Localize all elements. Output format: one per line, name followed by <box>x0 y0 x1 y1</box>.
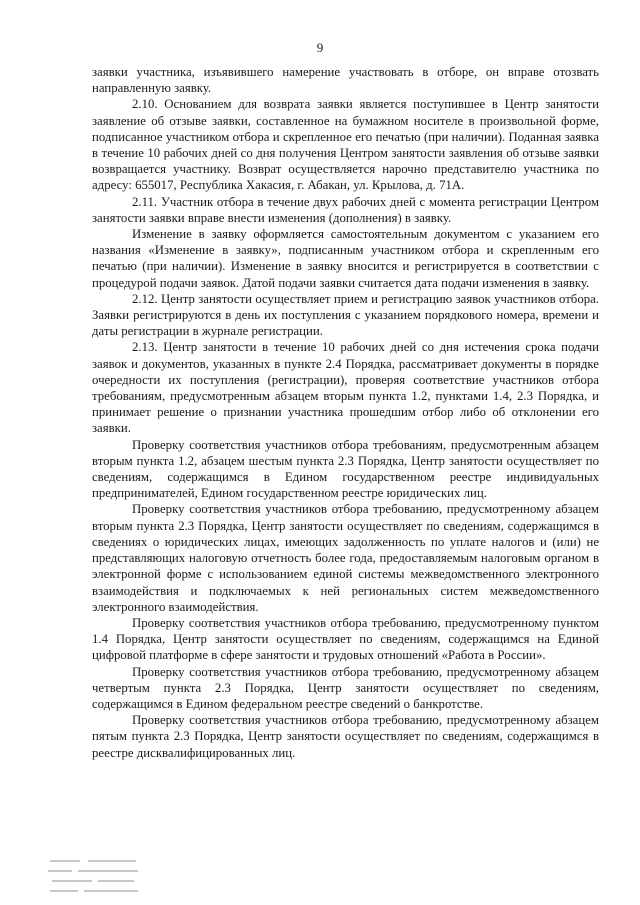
paragraph-continuation: заявки участника, изъявившего намерение участвовать в отборе, он вправе отозвать направленную заявку. <box>92 65 599 96</box>
paragraph-2-11: 2.11. Участник отбора в течение двух рабочих дней с момента регистрации Центром занятости заявки вправе внести изменения (дополнения) в заявку. <box>92 194 599 225</box>
paragraph-2-12: 2.12. Центр занятости осуществляет прием и регистрацию заявок участников отбора. Заявки регистрируются в день их поступления с указанием порядкового номера, времени и даты регистрации в журнале регистрации. <box>92 291 599 339</box>
paragraph-check-egrip: Проверку соответствия участников отбора требованиям, предусмотренным абзацем вторым пункта 1.2, абзацем шестым пункта 2.3 Порядка, Центр занятости осуществляет по сведениям, содержащимся в Едином государственном реестре индивидуальных предпринимателей, Едином государственном реестре юридических лиц. <box>92 437 599 501</box>
paragraph-amendment: Изменение в заявку оформляется самостоятельным документом с указанием его названия «Изменение в заявку», подписанным участником отбора и скрепленным его печатью (при наличии). Изменение в заявку вносится и регистрируется в соответствии с процедурой подачи заявок. Датой подачи заявки считается дата подачи изменения в заявку. <box>92 227 599 290</box>
paragraph-check-bankruptcy: Проверку соответствия участников отбора требованию, предусмотренному абзацем четвертым пункта 2.3 Порядка, Центр занятости осуществляет по сведениям, содержащимся в Едином федеральном реестре сведений о банкротстве. <box>92 664 599 711</box>
paragraph-check-disqualified: Проверку соответствия участников отбора требованию, предусмотренному абзацем пятым пункта 2.3 Порядка, Центр занятости осуществляет по сведениям, содержащимся в реестре дисквалифицированных лиц. <box>92 713 599 760</box>
page-number: 9 <box>316 40 324 55</box>
faint-stamp-mark <box>48 856 142 900</box>
document-body <box>92 64 599 761</box>
paragraph-2-10: 2.10. Основанием для возврата заявки является поступившее в Центр занятости заявление об отзыве заявки, составленное на бумажном носителе в произвольной форме, подписанное участником отбора и скрепленное его печатью (при наличии). Поданная заявка в течение 10 рабочих дней со дня получения Центром занятости заявления об отзыве заявки возвращается участнику. Возврат осуществляется нарочно представителю участника по адресу: 655017, Республика Хакасия, г. Абакан, ул. Крылова, д. 71А. <box>92 97 599 193</box>
paragraph-check-rabota: Проверку соответствия участников отбора требованию, предусмотренному пунктом 1.4 Порядка, Центр занятости осуществляет по сведениям, содержащимся на Единой цифровой платформе в сфере занятости и трудовых отношений «Работа в России». <box>92 615 599 663</box>
paragraph-check-tax: Проверку соответствия участников отбора требованию, предусмотренному абзацем вторым пункта 2.3 Порядка, Центр занятости осуществляет по сведениям, содержащимся в сведениях о юридических лицах, имеющих задолженность по уплате налогов и (или) не представляющих налоговую отчетность более года, предоставляемым налоговым органом в электронной форме с использованием единой системы межведомственного электронного взаимодействия и подключаемых к ней региональных систем межведомственного электронного взаимодействия. <box>92 502 599 614</box>
paragraph-2-13: 2.13. Центр занятости в течение 10 рабочих дней со дня истечения срока подачи заявок и документов, указанных в пункте 2.4 Порядка, рассматривает документы в порядке очередности их поступления (регистрации), проверяя соответствие участников отбора требованиям, предусмотренным абзацем вторым пункта 1.2, пунктами 1.4, 2.3 Порядка, и принимает решение о признании участника прошедшим отбор либо об отклонении его заявки. <box>92 340 599 436</box>
